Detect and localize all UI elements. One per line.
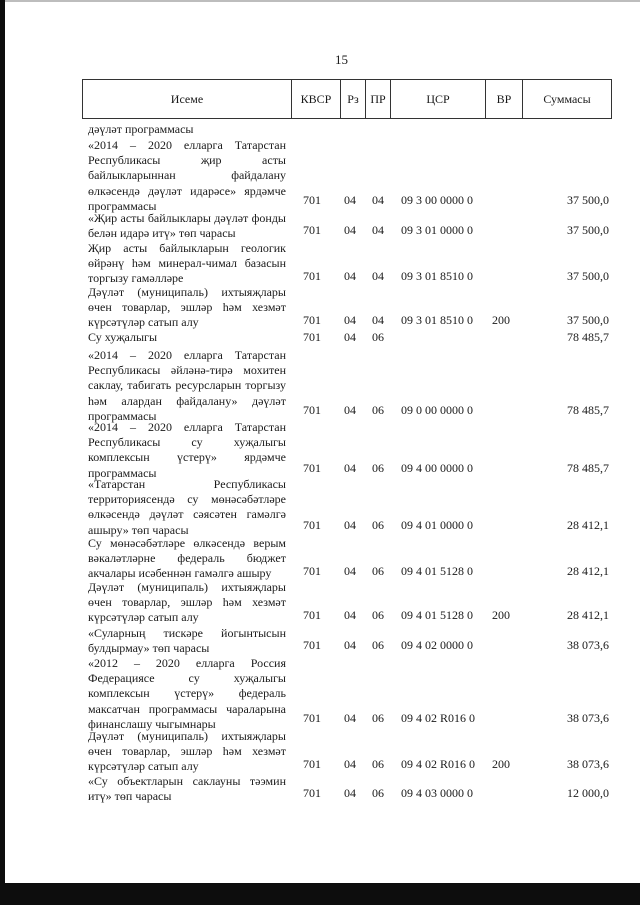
row-sum: 37 500,0 xyxy=(567,223,609,237)
row-sum: 38 073,6 xyxy=(567,757,609,771)
row-pr: 04 xyxy=(372,313,384,327)
row-vr: 200 xyxy=(492,313,510,327)
row-rz: 04 xyxy=(344,403,356,417)
row-csr: 09 4 00 0000 0 xyxy=(401,461,473,475)
row-kvsr: 701 xyxy=(303,711,321,725)
row-sum: 28 412,1 xyxy=(567,564,609,578)
row-csr: 09 4 03 0000 0 xyxy=(401,786,473,800)
table-header xyxy=(82,79,612,119)
row-csr: 09 4 01 5128 0 xyxy=(401,564,473,578)
row-rz: 04 xyxy=(344,223,356,237)
row-pr: 06 xyxy=(372,786,384,800)
row-sum: 78 485,7 xyxy=(567,330,609,344)
row-pr: 06 xyxy=(372,461,384,475)
row-csr: 09 3 01 0000 0 xyxy=(401,223,473,237)
row-csr: 09 4 02 R016 0 xyxy=(401,711,476,725)
row-name: дәүләт программасы xyxy=(88,122,194,136)
row-rz: 04 xyxy=(344,193,356,207)
row-rz: 04 xyxy=(344,564,356,578)
row-rz: 04 xyxy=(344,638,356,652)
row-csr: 09 3 01 8510 0 xyxy=(401,269,473,283)
row-kvsr: 701 xyxy=(303,403,321,417)
row-kvsr: 701 xyxy=(303,786,321,800)
row-rz: 04 xyxy=(344,786,356,800)
row-sum: 38 073,6 xyxy=(567,638,609,652)
row-kvsr: 701 xyxy=(303,193,321,207)
row-name: «Су объектларын саклауны тәэмин итү» төп чарасы xyxy=(88,774,286,804)
row-kvsr: 701 xyxy=(303,223,321,237)
scan-left-edge xyxy=(0,0,5,905)
row-name: Дәүләт (муниципаль) ихтыяҗлары өчен товарлар, эшләр һәм хезмәт күрсәтүләр сатып алу xyxy=(88,580,286,625)
row-name: Дәүләт (муниципаль) ихтыяҗлары өчен товарлар, эшләр һәм хезмәт күрсәтүләр сатып алу xyxy=(88,285,286,330)
row-pr: 06 xyxy=(372,711,384,725)
row-pr: 06 xyxy=(372,403,384,417)
row-name: Су мөнәсәбәтләре өлкәсендә верым вәкаләтләрне федераль бюджет акчалары исәбеннән гамәлгә ашыру xyxy=(88,536,286,581)
row-sum: 28 412,1 xyxy=(567,608,609,622)
row-sum: 38 073,6 xyxy=(567,711,609,725)
row-rz: 04 xyxy=(344,461,356,475)
scan-top-edge xyxy=(0,0,640,2)
row-rz: 04 xyxy=(344,330,356,344)
row-sum: 78 485,7 xyxy=(567,403,609,417)
row-pr: 06 xyxy=(372,608,384,622)
row-name: Дәүләт (муниципаль) ихтыяҗлары өчен товарлар, эшләр һәм хезмәт күрсәтүләр сатып алу xyxy=(88,729,286,774)
row-vr: 200 xyxy=(492,757,510,771)
row-kvsr: 701 xyxy=(303,461,321,475)
row-rz: 04 xyxy=(344,757,356,771)
row-pr: 04 xyxy=(372,223,384,237)
row-pr: 04 xyxy=(372,269,384,283)
row-pr: 06 xyxy=(372,564,384,578)
row-kvsr: 701 xyxy=(303,638,321,652)
header-pr: ПР xyxy=(370,91,386,106)
page-number: 15 xyxy=(335,52,348,67)
row-kvsr: 701 xyxy=(303,757,321,771)
row-sum: 37 500,0 xyxy=(567,313,609,327)
row-name: Җир асты байлыкларын геологик өйрәнү һәм минерал-чимал базасын торгызу гамәлләре xyxy=(88,241,286,286)
scan-bottom-edge xyxy=(0,883,640,905)
row-sum: 37 500,0 xyxy=(567,193,609,207)
row-rz: 04 xyxy=(344,269,356,283)
row-kvsr: 701 xyxy=(303,608,321,622)
row-csr: 09 4 01 0000 0 xyxy=(401,518,473,532)
header-csr: ЦСР xyxy=(426,91,450,106)
row-kvsr: 701 xyxy=(303,518,321,532)
row-sum: 28 412,1 xyxy=(567,518,609,532)
row-rz: 04 xyxy=(344,608,356,622)
row-csr: 09 4 01 5128 0 xyxy=(401,608,473,622)
row-pr: 06 xyxy=(372,638,384,652)
row-vr: 200 xyxy=(492,608,510,622)
row-csr: 09 3 01 8510 0 xyxy=(401,313,473,327)
row-name: «2014 – 2020 елларга Татарстан Республикасы су хуҗалыгы комплексын үстерү» ярдәмче программасы xyxy=(88,420,286,480)
row-sum: 12 000,0 xyxy=(567,786,609,800)
row-kvsr: 701 xyxy=(303,269,321,283)
row-name: «Суларның тискәре йогынтысын булдырмау» төп чарасы xyxy=(88,626,286,656)
row-csr: 09 0 00 0000 0 xyxy=(401,403,473,417)
row-sum: 37 500,0 xyxy=(567,269,609,283)
header-kvsr: КВСР xyxy=(300,91,332,106)
row-kvsr: 701 xyxy=(303,564,321,578)
row-rz: 04 xyxy=(344,518,356,532)
row-rz: 04 xyxy=(344,711,356,725)
header-name: Исеме xyxy=(170,91,204,106)
row-pr: 06 xyxy=(372,518,384,532)
row-csr: 09 4 02 0000 0 xyxy=(401,638,473,652)
row-name: «2014 – 2020 елларга Татарстан Республикасы җир асты байлыкларыннан файдалану өлкәсендә дәүләт идарәсе» ярдәмче программасы xyxy=(88,138,286,213)
row-name: «Татарстан Республикасы территориясендә су мөнәсәбәтләре өлкәсендә дәүләт сәясәтен гамәлгә ашыру» төп чарасы xyxy=(88,477,286,537)
row-pr: 06 xyxy=(372,330,384,344)
row-sum: 78 485,7 xyxy=(567,461,609,475)
row-kvsr: 701 xyxy=(303,313,321,327)
header-sum: Суммасы xyxy=(543,91,591,106)
header-vr: ВР xyxy=(496,91,512,106)
row-name: Су хуҗалыгы xyxy=(88,330,158,344)
row-csr: 09 3 00 0000 0 xyxy=(401,193,473,207)
row-pr: 06 xyxy=(372,757,384,771)
row-name: «2014 – 2020 елларга Татарстан Республикасы әйләнә-тирә мохитен саклау, табигать ресурсларын торгызу һәм алардан файдалану» дәүләт программасы xyxy=(88,348,286,423)
row-kvsr: 701 xyxy=(303,330,321,344)
row-csr: 09 4 02 R016 0 xyxy=(401,757,476,771)
row-rz: 04 xyxy=(344,313,356,327)
row-name: «2012 – 2020 елларга Россия Федерациясе су хуҗалыгы комплексын үстерү» федераль максатчан программасы чараларына финанслашу чыгымнары xyxy=(88,656,286,731)
row-name: «Җир асты байлыклары дәүләт фонды белән идарә итү» төп чарасы xyxy=(88,211,286,241)
header-rz: Рз xyxy=(347,91,359,106)
row-pr: 04 xyxy=(372,193,384,207)
